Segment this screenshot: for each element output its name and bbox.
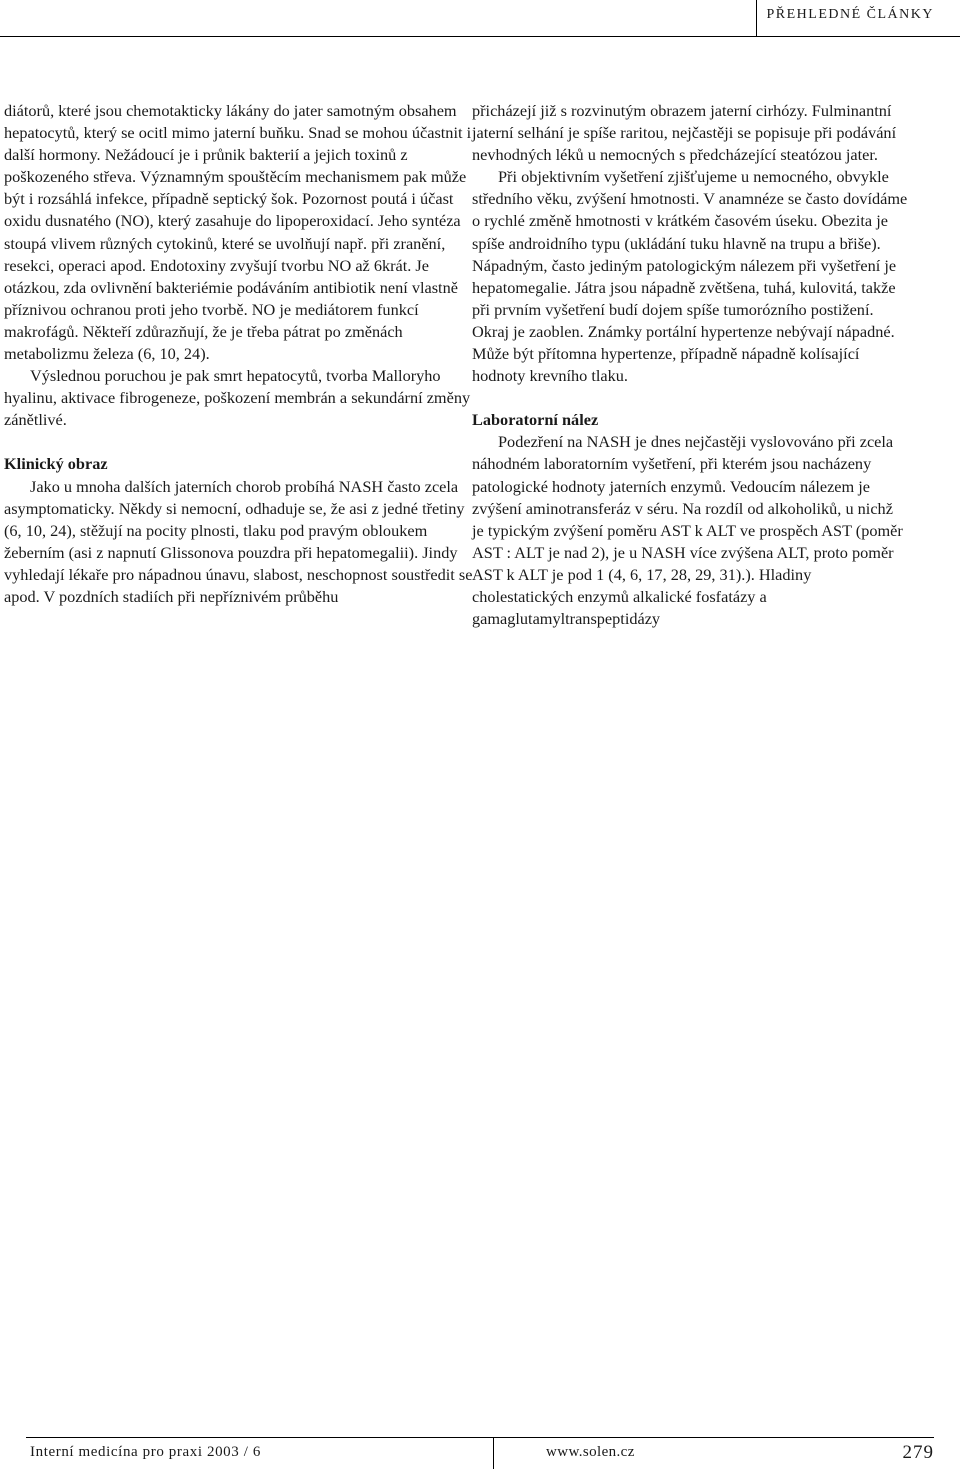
footer-url-link[interactable]: www.solen.cz: [546, 1444, 635, 1460]
heading-clinical-picture: Klinický obraz: [4, 454, 108, 474]
header-rule: [0, 36, 960, 37]
footer-divider: [493, 1437, 494, 1469]
right-paragraph-1: přicházejí již s rozvinutým obrazem jaterní cirhózy. Fulminantní jaterní selhání je spíše raritou, nejčastěji se popisuje při podávání nevhodných léků u nemocných s předcházející steatózou jater.: [472, 101, 897, 165]
right-paragraph-3: Podezření na NASH je dnes nejčastěji vyslovováno při zcela náhodném laboratorním vyšetření, při kterém jsou nacházeny patologické hodnoty jaterních enzymů. Vedoucím nálezem je zvýšení aminotransferáz v séru. Na rozdíl od alkoholiků, u nichž je typickým zvýšení poměru AST k ALT ve prospěch AST (poměr AST : ALT je nad 2), je u NASH více zvýšena ALT, proto poměr AST k ALT je pod 1 (4, 6, 17, 28, 29, 31).). Hladiny cholestatických enzymů alkalické fosfatázy a gamaglutamyltranspeptidázy: [472, 432, 903, 629]
section-label: PŘEHLEDNÉ ČLÁNKY: [766, 7, 934, 22]
left-paragraph-1: diátorů, které jsou chemotakticky lákány do jater samotným obsahem hepatocytů, který se ocitl mimo jaterní buňku. Snad se mohou účastnit i další hormony. Nežádoucí je i průnik bakterií a jejich toxinů z poškozeného střeva. Významným spouštěcím mechanismem pak může být i rozsáhlá infekce, případně septický šok. Pozornost poutá i účast oxidu dusnatého (NO), který zasahuje do lipoperoxidací. Jeho syntéza stoupá vlivem různých cytokinů, které se uvolňují např. při zranění, resekci, operaci apod. Endotoxiny zvyšují tvorbu NO až 6krát. Je otázkou, zda ovlivnění bakteriémie podáváním antibiotik není vlastně příznivou ochranou proti jeho tvorbě. NO je mediátorem funkcí makrofágů. Někteří zdůrazňují, že je třeba pátrat po změnách metabolizmu železa (6, 10, 24).: [4, 101, 472, 364]
heading-laboratory-findings: Laboratorní nález: [472, 410, 599, 430]
left-paragraph-3: Jako u mnoha dalších jaterních chorob probíhá NASH často zcela asymptomaticky. Někdy si nemocní, odhaduje se, že asi z jedné třetiny (6, 10, 24), stěžují na pocity plnosti, tlaku pod pravým obloukem žeberním (asi z napnutí Glissonova pouzdra při hepatomegalii). Jindy vyhledají lékaře pro nápadnou únavu, slabost, neschopnost soustředit se apod. V pozdních stadiích při nepříznivém průběhu: [4, 476, 473, 606]
right-column: [472, 100, 908, 630]
left-paragraph-2: Výslednou poruchou je pak smrt hepatocytů, tvorba Malloryho hyalinu, aktivace fibrogeneze, poškození membrán a sekundární změny zánětlivé.: [4, 366, 471, 430]
footer-rule: [26, 1437, 934, 1438]
header-divider: [756, 0, 757, 36]
footer-journal: Interní medicína pro praxi 2003 / 6: [30, 1444, 261, 1460]
left-column: [4, 100, 486, 608]
page-number: 279: [902, 1442, 934, 1463]
right-paragraph-2: Při objektivním vyšetření zjišťujeme u nemocného, obvykle středního věku, zvýšení hmotnosti. V anamnéze se často dovídáme o rychlé změně hmotnosti v krátkém časovém úseku. Obezita je spíše androidního typu (ukládání tuku hlavně na trupu a břiše). Nápadným, často jediným patologickým nálezem při vyšetření je hepatomegalie. Játra jsou nápadně zvětšena, tuhá, kulovitá, takže při prvním vyšetření budí dojem spíše tumorózního postižení. Okraj je zaoblen. Známky portální hypertenze nebývají nápadné. Může být přítomna hypertenze, případně nápadně kolísající hodnoty krevního tlaku.: [472, 167, 908, 386]
